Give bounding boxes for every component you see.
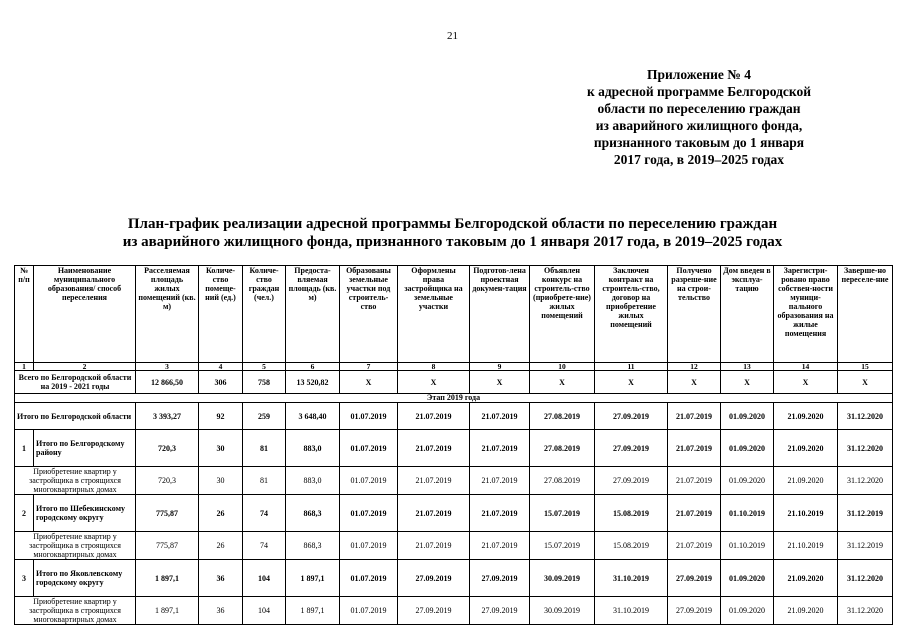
cell: 104 bbox=[243, 597, 286, 625]
header-cell: Количе-ство граждан (чел.) bbox=[243, 266, 286, 363]
header-cell: Объявлен конкурс на строитель-ство (приобрете-ние) жилых помещений bbox=[530, 266, 595, 363]
cell: 30 bbox=[199, 467, 243, 495]
cell: 27.09.2019 bbox=[595, 430, 668, 467]
district-total-row bbox=[15, 560, 893, 597]
cell: 15.07.2019 bbox=[530, 495, 595, 532]
header-cell: Предоста-вляемая площадь (кв. м) bbox=[286, 266, 340, 363]
cell: 31.12.2020 bbox=[838, 403, 893, 430]
appendix-heading bbox=[569, 66, 829, 168]
cell: 01.10.2019 bbox=[721, 495, 774, 532]
cell: 27.08.2019 bbox=[530, 467, 595, 495]
cell: 259 bbox=[243, 403, 286, 430]
header-cell: Дом введен в эксплуа-тацию bbox=[721, 266, 774, 363]
cell: 01.10.2019 bbox=[721, 532, 774, 560]
cell: 3 393,27 bbox=[136, 403, 199, 430]
cell: 01.09.2020 bbox=[721, 430, 774, 467]
cell: 720,3 bbox=[136, 430, 199, 467]
row-label: Приобретение квартир у застройщика в строящихся многоквартирных домах bbox=[15, 467, 136, 495]
column-number: 11 bbox=[595, 363, 668, 371]
cell: X bbox=[721, 371, 774, 394]
cell: 01.07.2019 bbox=[340, 430, 398, 467]
cell: 12 866,50 bbox=[136, 371, 199, 394]
cell: 01.09.2020 bbox=[721, 403, 774, 430]
cell: 27.09.2019 bbox=[595, 403, 668, 430]
cell: 104 bbox=[243, 560, 286, 597]
header-cell: Количе-ство помеще-ний (ед.) bbox=[199, 266, 243, 363]
column-number: 4 bbox=[199, 363, 243, 371]
header-row bbox=[15, 266, 893, 363]
cell: 31.10.2019 bbox=[595, 560, 668, 597]
header-cell: Образованы земельные участки под строитель-ство bbox=[340, 266, 398, 363]
cell: 775,87 bbox=[136, 532, 199, 560]
cell: 74 bbox=[243, 532, 286, 560]
cell: 27.09.2019 bbox=[595, 467, 668, 495]
column-number-row bbox=[15, 363, 893, 371]
purchase-row bbox=[15, 467, 893, 495]
purchase-row bbox=[15, 597, 893, 625]
row-number: 2 bbox=[15, 495, 34, 532]
column-number: 8 bbox=[398, 363, 470, 371]
appendix-line: 2017 года, в 2019–2025 годах bbox=[613, 152, 785, 167]
cell: 775,87 bbox=[136, 495, 199, 532]
cell: 21.07.2019 bbox=[398, 430, 470, 467]
appendix-line: к адресной программе Белгородской bbox=[586, 84, 812, 99]
header-cell: Зарегистри-ровано право собствен-ности муници-пального образования на жилые помещения bbox=[774, 266, 838, 363]
appendix-line: области по переселению граждан bbox=[597, 101, 801, 116]
cell: 21.07.2019 bbox=[470, 532, 530, 560]
cell: 21.07.2019 bbox=[398, 403, 470, 430]
column-number: 2 bbox=[34, 363, 136, 371]
cell: 27.08.2019 bbox=[530, 430, 595, 467]
cell: 21.07.2019 bbox=[398, 532, 470, 560]
cell: 758 bbox=[243, 371, 286, 394]
cell: 01.09.2020 bbox=[721, 597, 774, 625]
cell: 01.09.2020 bbox=[721, 560, 774, 597]
cell: 21.09.2020 bbox=[774, 467, 838, 495]
cell: 1 897,1 bbox=[136, 597, 199, 625]
region-total-row bbox=[15, 403, 893, 430]
cell: X bbox=[838, 371, 893, 394]
column-number: 10 bbox=[530, 363, 595, 371]
cell: 01.07.2019 bbox=[340, 495, 398, 532]
row-label: Приобретение квартир у застройщика в строящихся многоквартирных домах bbox=[15, 597, 136, 625]
cell: 01.07.2019 bbox=[340, 560, 398, 597]
stage-label: Этап 2019 года bbox=[15, 394, 893, 403]
cell: 27.09.2019 bbox=[470, 560, 530, 597]
cell: 01.07.2019 bbox=[340, 597, 398, 625]
header-cell: Получено разреше-ние на строи-тельство bbox=[668, 266, 721, 363]
cell: 30.09.2019 bbox=[530, 560, 595, 597]
cell: 27.09.2019 bbox=[470, 597, 530, 625]
cell: 21.07.2019 bbox=[668, 532, 721, 560]
cell: 1 897,1 bbox=[286, 560, 340, 597]
cell: 31.12.2020 bbox=[838, 597, 893, 625]
cell: 21.07.2019 bbox=[668, 495, 721, 532]
cell: 01.07.2019 bbox=[340, 467, 398, 495]
cell: 13 520,82 bbox=[286, 371, 340, 394]
row-label: Всего по Белгородской области на 2019 - 2021 годы bbox=[15, 371, 136, 394]
cell: 1 897,1 bbox=[136, 560, 199, 597]
cell: X bbox=[398, 371, 470, 394]
cell: 15.08.2019 bbox=[595, 495, 668, 532]
header-cell: Подготов-лена проектная докумен-тация bbox=[470, 266, 530, 363]
header-cell: Оформлены права застройщика на земельные участки bbox=[398, 266, 470, 363]
cell: X bbox=[595, 371, 668, 394]
cell: 81 bbox=[243, 467, 286, 495]
cell: 92 bbox=[199, 403, 243, 430]
page-number: 21 bbox=[447, 30, 458, 42]
row-number: 1 bbox=[15, 430, 34, 467]
column-number: 13 bbox=[721, 363, 774, 371]
column-number: 9 bbox=[470, 363, 530, 371]
cell: 27.09.2019 bbox=[398, 560, 470, 597]
row-label: Итого по Шебекинскому городскому округу bbox=[34, 495, 136, 532]
cell: 21.09.2020 bbox=[774, 403, 838, 430]
row-number: 3 bbox=[15, 560, 34, 597]
appendix-line: Приложение № 4 bbox=[647, 67, 751, 82]
title-line: План-график реализации адресной программы Белгородской области по переселению граждан bbox=[127, 216, 778, 232]
purchase-row bbox=[15, 532, 893, 560]
column-number: 3 bbox=[136, 363, 199, 371]
header-cell: Заверше-но переселе-ние bbox=[838, 266, 893, 363]
schedule-table bbox=[14, 265, 893, 625]
column-number: 5 bbox=[243, 363, 286, 371]
cell: 31.12.2020 bbox=[838, 467, 893, 495]
cell: 30 bbox=[199, 430, 243, 467]
column-number: 7 bbox=[340, 363, 398, 371]
cell: X bbox=[774, 371, 838, 394]
cell: 868,3 bbox=[286, 495, 340, 532]
appendix-line: из аварийного жилищного фонда, bbox=[595, 118, 803, 133]
cell: 21.10.2019 bbox=[774, 532, 838, 560]
cell: 3 648,40 bbox=[286, 403, 340, 430]
cell: 21.09.2020 bbox=[774, 560, 838, 597]
cell: 36 bbox=[199, 560, 243, 597]
cell: X bbox=[340, 371, 398, 394]
grand-total-row bbox=[15, 371, 893, 394]
row-label: Приобретение квартир у застройщика в строящихся многоквартирных домах bbox=[15, 532, 136, 560]
stage-row bbox=[15, 394, 893, 403]
cell: 21.07.2019 bbox=[470, 467, 530, 495]
cell: 21.07.2019 bbox=[470, 430, 530, 467]
cell: 27.09.2019 bbox=[398, 597, 470, 625]
cell: 21.07.2019 bbox=[398, 467, 470, 495]
cell: 27.09.2019 bbox=[668, 597, 721, 625]
column-number: 15 bbox=[838, 363, 893, 371]
cell: 01.07.2019 bbox=[340, 403, 398, 430]
cell: 868,3 bbox=[286, 532, 340, 560]
cell: 26 bbox=[199, 495, 243, 532]
cell: X bbox=[668, 371, 721, 394]
cell: 21.09.2020 bbox=[774, 430, 838, 467]
cell: 01.07.2019 bbox=[340, 532, 398, 560]
cell: 883,0 bbox=[286, 467, 340, 495]
district-total-row bbox=[15, 495, 893, 532]
cell: 01.09.2020 bbox=[721, 467, 774, 495]
cell: 21.09.2020 bbox=[774, 597, 838, 625]
cell: X bbox=[530, 371, 595, 394]
cell: 31.12.2019 bbox=[838, 532, 893, 560]
cell: 31.12.2020 bbox=[838, 560, 893, 597]
cell: 27.08.2019 bbox=[530, 403, 595, 430]
cell: 306 bbox=[199, 371, 243, 394]
cell: 720,3 bbox=[136, 467, 199, 495]
cell: 21.07.2019 bbox=[668, 430, 721, 467]
header-cell: Наименование муниципального образования/ способ переселения bbox=[34, 266, 136, 363]
cell: 15.08.2019 bbox=[595, 532, 668, 560]
cell: 21.07.2019 bbox=[470, 403, 530, 430]
header-cell: № п/п bbox=[15, 266, 34, 363]
row-label: Итого по Белгородской области bbox=[15, 403, 136, 430]
appendix-line: признанного таковым до 1 января bbox=[593, 135, 805, 150]
cell: 74 bbox=[243, 495, 286, 532]
column-number: 14 bbox=[774, 363, 838, 371]
cell: 21.07.2019 bbox=[470, 495, 530, 532]
cell: 31.12.2019 bbox=[838, 495, 893, 532]
cell: 31.12.2020 bbox=[838, 430, 893, 467]
cell: 1 897,1 bbox=[286, 597, 340, 625]
cell: 26 bbox=[199, 532, 243, 560]
district-total-row bbox=[15, 430, 893, 467]
cell: 21.07.2019 bbox=[668, 403, 721, 430]
cell: 31.10.2019 bbox=[595, 597, 668, 625]
cell: X bbox=[470, 371, 530, 394]
cell: 883,0 bbox=[286, 430, 340, 467]
header-cell: Расселяемая площадь жилых помещений (кв. м) bbox=[136, 266, 199, 363]
cell: 21.07.2019 bbox=[668, 467, 721, 495]
cell: 15.07.2019 bbox=[530, 532, 595, 560]
column-number: 12 bbox=[668, 363, 721, 371]
row-label: Итого по Белгородскому району bbox=[34, 430, 136, 467]
cell: 27.09.2019 bbox=[668, 560, 721, 597]
row-label: Итого по Яковлевскому городскому округу bbox=[34, 560, 136, 597]
title-line: из аварийного жилищного фонда, признанного таковым до 1 января 2017 года, в 2019–2025 годах bbox=[122, 234, 783, 250]
column-number: 1 bbox=[15, 363, 34, 371]
cell: 21.10.2019 bbox=[774, 495, 838, 532]
document-title bbox=[0, 215, 905, 251]
cell: 30.09.2019 bbox=[530, 597, 595, 625]
header-cell: Заключен контракт на строитель-ство, договор на приобретение жилых помещений bbox=[595, 266, 668, 363]
cell: 81 bbox=[243, 430, 286, 467]
cell: 36 bbox=[199, 597, 243, 625]
cell: 21.07.2019 bbox=[398, 495, 470, 532]
column-number: 6 bbox=[286, 363, 340, 371]
